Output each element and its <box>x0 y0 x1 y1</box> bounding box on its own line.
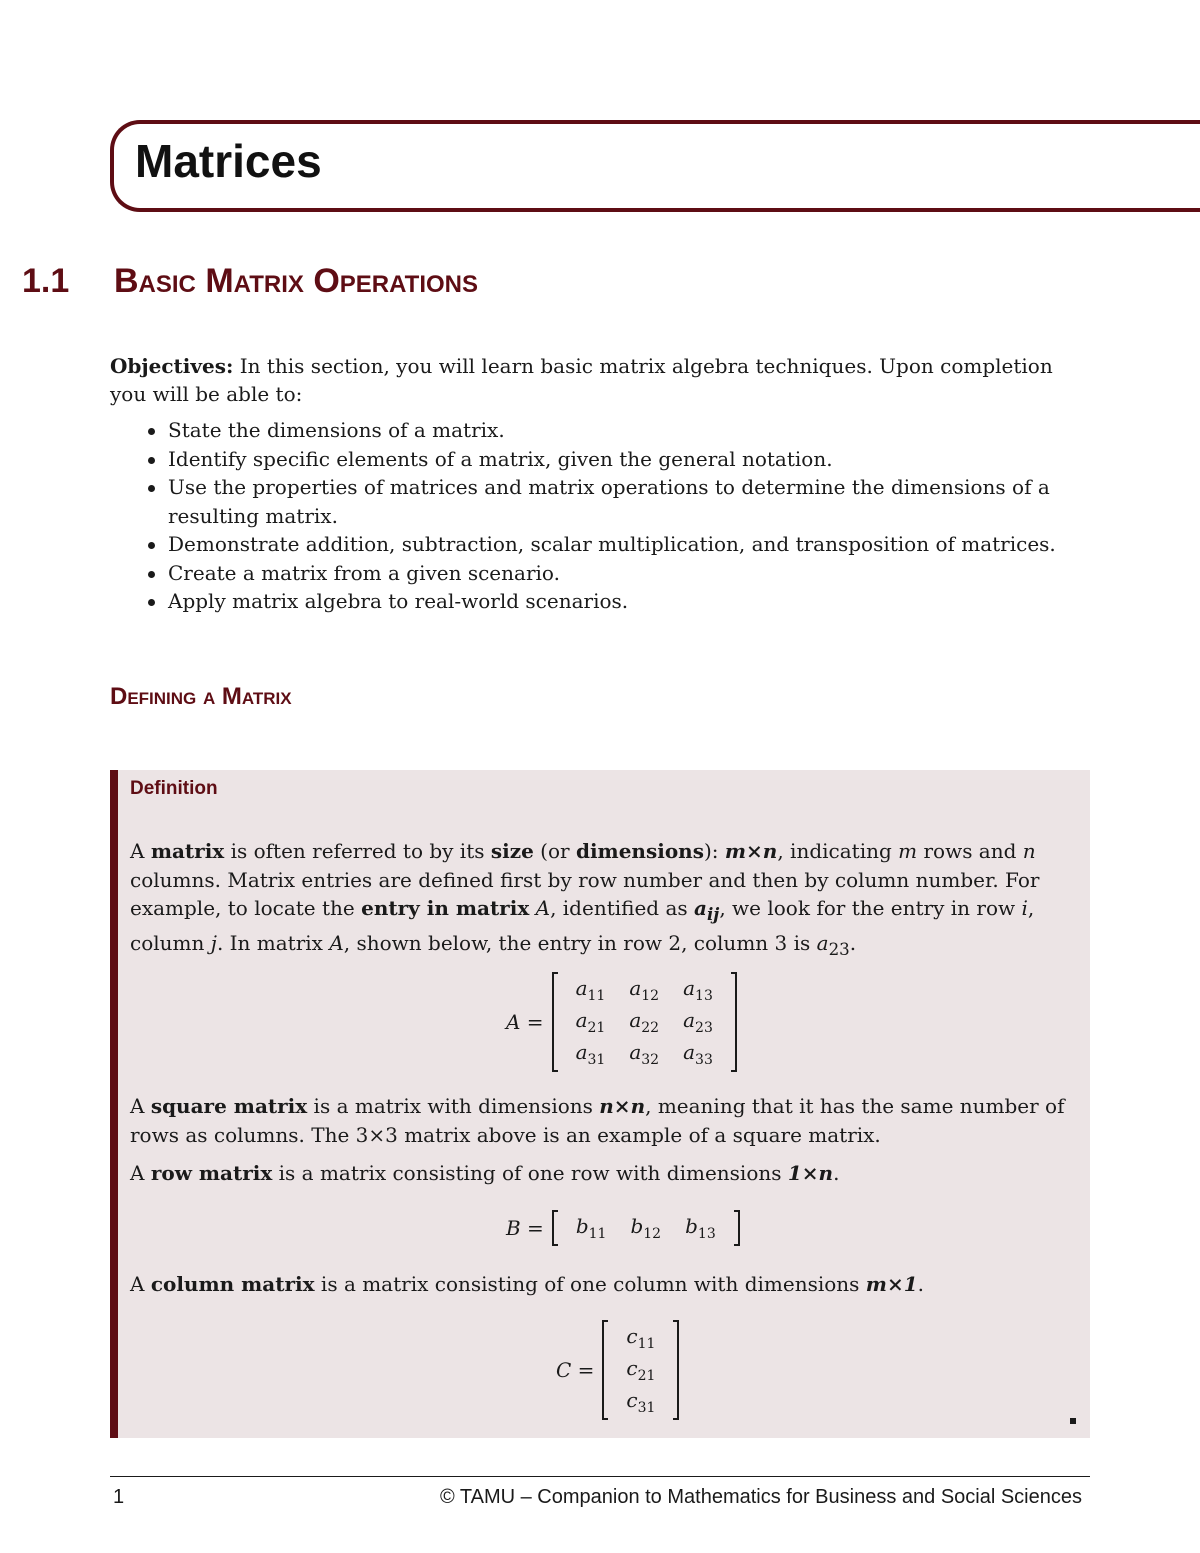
matrix-cell: $a_{32}$ <box>629 1040 660 1068</box>
matrix-cell: $c_{31}$ <box>626 1388 656 1416</box>
page-number: 1 <box>113 1486 125 1508</box>
matrix-b-name: B = <box>506 1216 544 1240</box>
definition-paragraph-row: A row matrix is a matrix consisting of one row with dimensions 1×n. <box>130 1161 840 1185</box>
matrix-cell: $c_{21}$ <box>626 1356 656 1384</box>
objectives-intro <box>110 352 1095 408</box>
matrix-cell: $a_{33}$ <box>683 1040 713 1068</box>
definition-box <box>110 770 1090 1438</box>
matrix-a-name: A = <box>506 1010 544 1034</box>
list-item: Use the properties of matrices and matrix operations to determine the dimensions of a resulting matrix. <box>168 473 1095 530</box>
list-item: Apply matrix algebra to real-world scenarios. <box>168 587 1095 616</box>
list-item: State the dimensions of a matrix. <box>168 416 1095 445</box>
objectives-label: Objectives: <box>110 354 234 378</box>
matrix-cell: $a_{11}$ <box>575 976 606 1004</box>
matrix-cell: $c_{11}$ <box>626 1324 656 1352</box>
definition-paragraph-size: A matrix is often referred to by its size (or dimensions): m×n, indicating m rows and n columns. Matrix entries are defined first by row number and then by column number. For example, to locate the entry in matrix A, identified as $a_{ij}$, we look for the entry in row i, column j. In matrix A, shown below, the entry in row 2, column 3 is $a_{23}$. <box>130 839 1040 959</box>
matrix-cell: $b_{12}$ <box>630 1214 662 1242</box>
footer-divider <box>110 1476 1090 1477</box>
matrix-c-equation <box>556 1320 679 1420</box>
subsection-title: Defining a Matrix <box>110 683 292 710</box>
objectives-list <box>110 416 1095 616</box>
matrix-a <box>552 972 737 1072</box>
matrix-c <box>602 1320 679 1420</box>
matrix-b <box>552 1210 740 1246</box>
footer-text: © TAMU – Companion to Mathematics for Business and Social Sciences <box>439 1486 1082 1508</box>
list-item: Demonstrate addition, subtraction, scalar multiplication, and transposition of matrices. <box>168 530 1095 559</box>
section-title: Basic Matrix Operations <box>114 262 479 300</box>
chapter-title: Matrices <box>135 135 322 187</box>
objectives-intro-text: In this section, you will learn basic matrix algebra techniques. Upon completion you will be able to: <box>110 354 1053 406</box>
definition-paragraph-square: A square matrix is a matrix with dimensions n×n, meaning that it has the same number of rows as columns. The 3×3 matrix above is an example of a square matrix. <box>130 1094 1065 1147</box>
list-item: Create a matrix from a given scenario. <box>168 559 1095 588</box>
matrix-cell: $a_{23}$ <box>683 1008 713 1036</box>
objectives <box>110 352 1095 616</box>
matrix-c-name: C = <box>556 1358 595 1382</box>
matrix-cell: $b_{11}$ <box>575 1214 607 1242</box>
matrix-cell: $a_{21}$ <box>575 1008 606 1036</box>
definition-paragraph-column: A column matrix is a matrix consisting of one column with dimensions m×1. <box>130 1272 924 1296</box>
matrix-cell: $a_{13}$ <box>683 976 713 1004</box>
matrix-cell: $a_{31}$ <box>575 1040 606 1068</box>
end-of-definition-mark <box>1070 1418 1076 1424</box>
section-number: 1.1 <box>22 262 70 300</box>
matrix-cell: $a_{22}$ <box>629 1008 660 1036</box>
matrix-a-equation <box>506 972 737 1072</box>
matrix-cell: $b_{13}$ <box>685 1214 716 1242</box>
definition-label: Definition <box>130 778 218 799</box>
matrix-b-equation <box>506 1210 740 1246</box>
matrix-cell: $a_{12}$ <box>629 976 660 1004</box>
list-item: Identify specific elements of a matrix, given the general notation. <box>168 445 1095 474</box>
